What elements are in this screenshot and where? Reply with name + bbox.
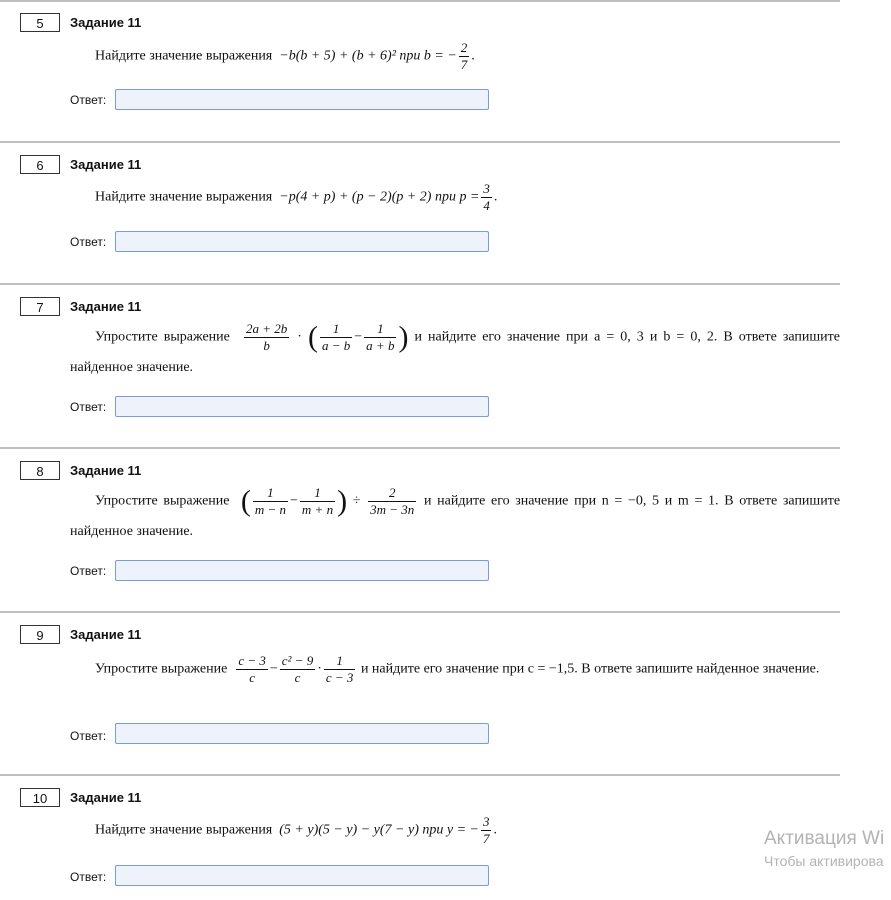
task-title: Задание 11 (70, 299, 142, 314)
task-5 (0, 0, 840, 142)
task-10 (0, 774, 840, 900)
task-text: Упростите выражение ( $\frac{1}{m - n}$ − $\frac{1}{m + n}$ ) ÷ $\frac{2}{3m - 3n}$ и найдите его значение при n = −0, 5 и m = 1. В ответе запишите найденное значение. (70, 484, 841, 539)
task-number: 7 (20, 297, 60, 316)
answer-input[interactable] (115, 865, 489, 886)
task-text: Упростите выражение $\frac{c - 3}{c}$ − $\frac{\text{c² − 9}}{c}$ · $\frac{1}{c - 3}$ и найдите его значение при c = −1,5. В ответе запишите найденное значение. (95, 653, 820, 685)
expression: −p(4 + p) + (p − 2)(p + 2) при p = (279, 189, 480, 205)
fraction: $\frac{1}{a + b}$ (366, 321, 395, 353)
expression: (5 + y)(5 − y) − y(7 − y) при y = − (279, 822, 479, 838)
task-number: 10 (20, 788, 60, 807)
answer-input[interactable] (115, 89, 489, 110)
answer-input[interactable] (115, 560, 489, 581)
fraction: $\frac{2a + 2b}{b}$ (245, 321, 288, 353)
answer-label: Ответ: (70, 729, 107, 743)
divider (0, 283, 840, 285)
task-9 (0, 611, 840, 775)
divider (0, 141, 840, 143)
activation-watermark-title: Активация Wi (764, 828, 885, 849)
task-number: 5 (20, 13, 60, 32)
task-6 (0, 141, 840, 283)
fraction: $\frac{1}{c - 3}$ (325, 653, 354, 685)
fraction: $\frac{c - 3}{c}$ (238, 653, 266, 685)
answer-label: Ответ: (70, 400, 107, 414)
activation-watermark-text: Чтобы активирова (764, 853, 884, 869)
answer-input[interactable] (115, 396, 489, 417)
task-title: Задание 11 (70, 157, 142, 172)
fraction: $\frac{2}{3m - 3n}$ (370, 485, 415, 517)
fraction: $\frac{2}{7}$ (460, 40, 468, 72)
task-number: 6 (20, 155, 60, 174)
task-7 (0, 283, 840, 448)
task-8 (0, 447, 840, 612)
fraction: $\frac{1}{m - n}$ (254, 485, 287, 517)
task-text: Найдите значение выражения −p(4 + p) + (p − 2)(p + 2) при p = $\frac{3}{4}$ . (95, 181, 498, 213)
task-text: Найдите значение выражения (5 + y)(5 − y) − y(7 − y) при y = − $\frac{3}{7}$ . (95, 814, 497, 846)
answer-label: Ответ: (70, 93, 107, 107)
task-text: Упростите выражение $\frac{2a + 2b}{b}$ · ( $\frac{1}{a - b}$ − $\frac{1}{a + b}$ ) и найдите его значение при a = 0, 3 и b = 0, 2. В ответе запишите найденное значение. (70, 320, 841, 375)
fraction: $\frac{\text{c² − 9}}{c}$ (281, 653, 314, 685)
task-title: Задание 11 (70, 463, 142, 478)
divider (0, 0, 840, 2)
task-tail: и найдите его значение при n = −0, 5 и m = 1. В ответе запишите найденное значение. (70, 493, 841, 539)
task-title: Задание 11 (70, 15, 142, 30)
task-number: 9 (20, 625, 60, 644)
task-title: Задание 11 (70, 627, 142, 642)
task-tail: и найдите его значение при c = −1,5. В ответе запишите найденное значение. (360, 661, 820, 677)
task-number: 8 (20, 461, 60, 480)
answer-label: Ответ: (70, 235, 107, 249)
fraction: $\frac{1}{a - b}$ (321, 321, 351, 353)
divider (0, 774, 840, 776)
task-title: Задание 11 (70, 790, 142, 805)
task-tail: и найдите его значение при a = 0, 3 и b = 0, 2. В ответе запишите найденное значение. (70, 329, 841, 375)
answer-input[interactable] (115, 723, 489, 744)
fraction: $\frac{1}{m + n}$ (301, 485, 334, 517)
fraction: $\frac{3}{4}$ (483, 181, 490, 213)
answer-label: Ответ: (70, 870, 107, 884)
answer-input[interactable] (115, 231, 489, 252)
fraction: $\frac{3}{7}$ (482, 814, 490, 846)
divider (0, 611, 840, 613)
expression: −b(b + 5) + (b + 6)² при b = − (279, 48, 457, 64)
answer-label: Ответ: (70, 564, 107, 578)
divider (0, 447, 840, 449)
task-text: Найдите значение выражения −b(b + 5) + (b + 6)² при b = − $\frac{2}{7}$ . (95, 40, 475, 72)
